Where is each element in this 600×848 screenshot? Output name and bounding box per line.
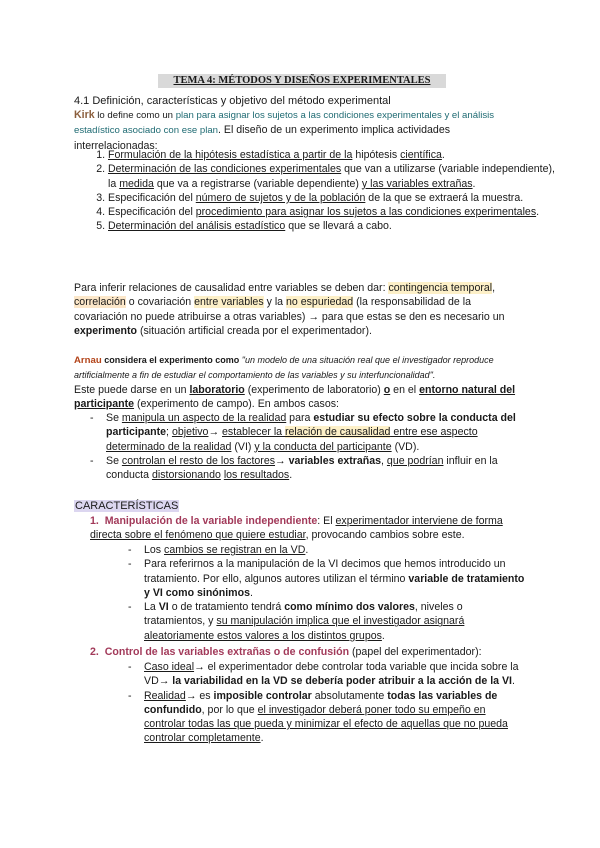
item-text: → es xyxy=(185,689,214,702)
item-number: 1. xyxy=(90,515,99,527)
list-item xyxy=(108,162,560,191)
setting-paragraph xyxy=(74,383,526,412)
characteristic-title: Manipulación de la variable independiente xyxy=(104,515,318,527)
characteristic-1-list xyxy=(128,543,526,643)
bold-term: la variabilidad en la VD se debería poder atribuir a la acción de la VI xyxy=(172,675,512,688)
author-kirk: Kirk xyxy=(74,109,95,121)
para-text: (situación artificial creada por el experimentador). xyxy=(137,324,372,337)
item-text: . xyxy=(289,469,293,482)
bold-term: variables extrañas xyxy=(288,454,382,467)
item-text: , xyxy=(381,454,387,467)
characteristics-heading: CARACTERÍSTICAS xyxy=(75,500,179,512)
highlight: relación de causalidad xyxy=(285,426,391,439)
para-text: (la responsabilidad de la covariación no puede atribuirse a otras variables) → para que estas se den es necesario un xyxy=(74,296,505,323)
item-text: . xyxy=(381,629,385,642)
item-text: (papel del experimentador): xyxy=(349,646,482,658)
cases-list xyxy=(90,411,526,482)
page-title: TEMA 4: MÉTODOS Y DISEÑOS EXPERIMENTALES xyxy=(158,74,446,88)
list-item xyxy=(90,454,526,483)
step-text: . xyxy=(441,149,445,161)
item-text: ; xyxy=(166,426,172,439)
item-text: Caso ideal xyxy=(144,661,195,673)
item-text: establecer la xyxy=(222,426,286,439)
causality-paragraph xyxy=(74,281,526,338)
item-text: influir en la conducta xyxy=(106,454,498,482)
item-text: : El xyxy=(317,515,336,527)
list-item xyxy=(108,205,560,219)
item-text: → el experimentador debe controlar toda variable que incida sobre la VD→ xyxy=(144,661,519,688)
bold-term: entorno natural del participante xyxy=(74,384,516,411)
list-item xyxy=(108,191,560,205)
item-text: (VD). xyxy=(391,440,420,453)
bold-term: imposible controlar xyxy=(213,689,312,702)
item-text: , por lo que xyxy=(201,703,258,716)
list-item xyxy=(128,543,526,557)
highlight: entre variables xyxy=(194,296,264,309)
item-text: experimentador interviene de forma directa sobre el fenómeno que quiere estudiar xyxy=(90,515,503,542)
bold-term: estudiar su efecto sobre la conducta del participante xyxy=(106,412,516,439)
item-text: Realidad xyxy=(144,689,186,702)
step-text: y las variables extrañas xyxy=(361,177,473,190)
para-text: Para inferir relaciones de causalidad entre variables se deben dar: xyxy=(74,282,389,294)
step-text: número de sujetos y de la población xyxy=(195,191,366,204)
item-text: La xyxy=(144,601,159,614)
list-item xyxy=(128,600,526,643)
characteristic-2-list xyxy=(128,660,526,746)
kirk-text: lo define como un xyxy=(94,110,176,121)
item-text: objetivo xyxy=(171,426,209,439)
step-text: . xyxy=(536,206,540,219)
item-text: (VI) xyxy=(231,440,255,453)
item-text: su manipulación implica que el investigador asignará aleatoriamente estos valores a los distintos grupos xyxy=(144,615,465,642)
step-text: Especificación del xyxy=(108,191,196,204)
highlight: correlación xyxy=(74,296,126,309)
bold-term: laboratorio xyxy=(189,384,245,396)
step-text: . xyxy=(472,177,476,190)
bold-term: experimento xyxy=(74,324,137,337)
step-text: de la que se extraerá la muestra. xyxy=(365,191,524,204)
para-text: , xyxy=(492,282,496,294)
kirk-definition: plan para asignar los sujetos a las condiciones experimentales y el análisis estadístico asociado con ese plan xyxy=(74,110,495,137)
item-text: Para referirnos a la manipulación de la VI decimos que hemos introducido un tratamiento. Por ello, algunos autores utilizan el término xyxy=(144,558,506,585)
list-item xyxy=(108,148,560,162)
characteristic-title: Control de las variables extrañas o de confusión xyxy=(104,646,350,658)
item-text: . xyxy=(260,732,264,745)
step-text: que se llevará a cabo. xyxy=(285,220,392,233)
highlight: contingencia temporal xyxy=(388,282,493,294)
item-text: los resultados xyxy=(223,469,290,482)
bold-term: o xyxy=(383,384,391,396)
intro-rest: . El diseño de un experimento implica actividades interrelacionadas: xyxy=(74,124,451,152)
steps-list xyxy=(74,148,560,234)
item-number: 2. xyxy=(90,646,99,658)
characteristic-2 xyxy=(90,645,526,659)
item-text: para xyxy=(286,412,314,424)
item-text: Los xyxy=(144,544,165,556)
list-item xyxy=(128,689,526,746)
para-text: o covariación xyxy=(125,296,195,309)
step-text: científica xyxy=(400,149,442,161)
para-text: Este puede darse en un xyxy=(74,384,190,396)
step-text: Determinación de las condiciones experimentales xyxy=(108,163,342,176)
bold-term: como mínimo dos valores xyxy=(284,601,415,614)
item-text: , provocando cambios sobre este. xyxy=(305,529,465,542)
item-text: que podrían xyxy=(386,454,444,467)
bold-term: VI xyxy=(158,601,169,614)
bold-term: variable de tratamiento y VI como sinónimos xyxy=(144,572,525,599)
characteristic-1 xyxy=(90,514,526,543)
item-text: . xyxy=(305,544,309,556)
item-text: → xyxy=(275,454,289,467)
list-item xyxy=(128,660,526,689)
para-text: y la xyxy=(263,296,287,309)
step-text: medida xyxy=(119,177,154,190)
list-item xyxy=(90,411,526,454)
section-heading: 4.1 Definición, características y objetivo del método experimental xyxy=(74,95,391,107)
step-text: procedimiento para asignar los sujetos a las condiciones experimentales xyxy=(195,206,537,219)
item-text: Se xyxy=(106,454,122,467)
step-text: que va a registrarse (variable dependiente) xyxy=(153,177,362,190)
step-text: Formulación de la hipótesis estadística a partir de la xyxy=(108,149,353,161)
item-text: . xyxy=(249,586,253,599)
para-text: considera el experimento como xyxy=(101,355,242,365)
step-text: que van a utilizarse (variable independiente), la xyxy=(108,163,555,190)
item-text: y la conducta del participante xyxy=(254,440,392,453)
para-text: en el xyxy=(390,384,420,396)
author-arnau: Arnau xyxy=(74,355,102,366)
item-text: el investigador deberá poner todo su empeño en controlar todas las que pueda y minimizar el efecto de aquellas que no pueda controlar completamente xyxy=(144,703,508,745)
item-text: controlan el resto de los factores xyxy=(121,454,276,467)
para-text: (experimento de campo). En ambos casos: xyxy=(134,398,339,411)
bold-term: todas las variables de confundido xyxy=(144,689,498,716)
arnau-paragraph xyxy=(74,353,526,383)
item-text: , niveles o tratamientos, y xyxy=(144,601,463,628)
item-text: entre ese aspecto determinado de la realidad xyxy=(106,426,478,453)
step-text: Determinación del análisis estadístico xyxy=(108,220,286,233)
list-item xyxy=(108,219,560,233)
item-text: distorsionando xyxy=(151,469,221,482)
item-text: . xyxy=(511,675,515,688)
highlight: no espuriedad xyxy=(286,296,354,309)
item-text: manipula un aspecto de la realidad xyxy=(121,412,287,424)
item-text: Se xyxy=(106,412,122,424)
item-text: cambios se registran en la VD xyxy=(164,544,306,556)
para-text: (experimento de laboratorio) xyxy=(244,384,384,396)
intro-paragraph xyxy=(74,108,526,153)
list-item xyxy=(128,557,526,600)
step-text: hipótesis xyxy=(352,149,401,161)
arnau-quote: "un modelo de una situación real que el investigador reproduce artificialmente a fin de estudiar el comportamiento de las variables y su interfuncionalidad". xyxy=(74,355,494,381)
step-text: Especificación del xyxy=(108,206,196,219)
item-text: o de tratamiento tendrá xyxy=(168,601,285,614)
item-text: → xyxy=(208,426,222,439)
item-text: absolutamente xyxy=(311,689,388,702)
